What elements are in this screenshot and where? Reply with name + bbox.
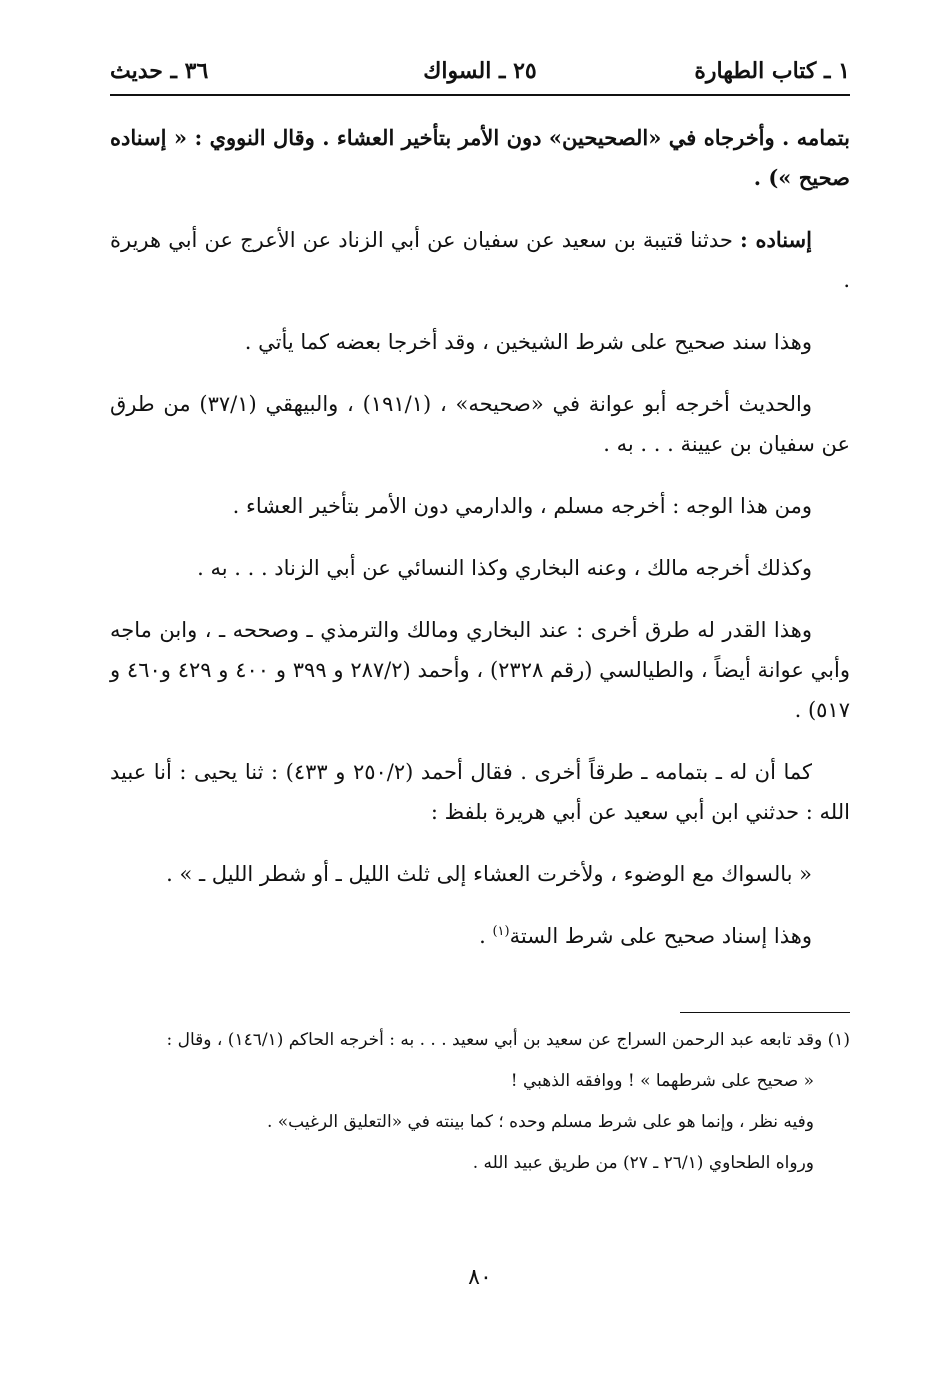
conclusion-text: وهذا إسناد صحيح على شرط الستة: [509, 924, 812, 948]
header-chapter-title: ٢٥ ـ السواك: [423, 58, 537, 84]
paragraph-other-routes: وهذا القدر له طرق أخرى : عند البخاري ومالك والترمذي ـ وصححه ـ ، وابن ماجه وأبي عوانة أيضاً ، والطيالسي (رقم ٢٣٢٨) ، وأحمد (٢٨٧/٢ و ٣٩٩ و ٤٠٠ و ٤٢٩ و٤٦٠ و ٥١٧) .: [110, 618, 850, 722]
paragraph-malik: وكذلك أخرجه مالك ، وعنه البخاري وكذا النسائي عن أبي الزناد . . . به .: [197, 556, 812, 580]
paragraph-takhrij: والحديث أخرجه أبو عوانة في «صحيحه» ، (١٩١/١) ، والبيهقي (٣٧/١) من طرق عن سفيان بن عيينة . . . به .: [110, 392, 850, 456]
footnote-divider: [680, 1012, 850, 1013]
footnote-critique: وفيه نظر ، وإنما هو على شرط مسلم وحده ؛ كما بينته في «التعليق الرغيب» .: [266, 1112, 814, 1132]
page-number: ٨٠: [468, 1265, 492, 1290]
running-header: [110, 58, 850, 92]
paragraph-continuation: بتمامه . وأخرجاه في «الصحيحين» دون الأمر بتأخير العشاء . وقال النووي : « إسناده صحيح ») .: [110, 125, 850, 190]
paragraph-isnad: [110, 220, 850, 300]
paragraph-muslim: ومن هذا الوجه : أخرجه مسلم ، والدارمي دون الأمر بتأخير العشاء .: [232, 494, 812, 518]
header-hadith-number: ٣٦ ـ حديث: [110, 58, 209, 84]
paragraph-ahmad: كما أن له ـ بتمامه ـ طرقاً أخرى . فقال أحمد (٢٥٠/٢ و ٤٣٣) : ثنا يحيى : أنا عبيد الله : حدثني ابن أبي سعيد عن أبي هريرة بلفظ :: [110, 760, 850, 824]
main-text: [110, 118, 850, 978]
footnote-reference[interactable]: (١): [492, 924, 510, 939]
header-divider: [110, 94, 850, 96]
footnotes: [110, 1025, 850, 1189]
header-book-title: ١ ـ كتاب الطهارة: [694, 58, 850, 84]
paragraph-conclusion: [110, 916, 850, 956]
isnad-label: إسناده :: [739, 227, 812, 252]
footnote-tahawi: ورواه الطحاوي (٢٦/١ ـ ٢٧) من طريق عبيد الله .: [472, 1153, 814, 1173]
book-page: [110, 50, 850, 1340]
paragraph-hadith-text: « بالسواك مع الوضوء ، ولأخرت العشاء إلى ثلث الليل ـ أو شطر الليل ـ » .: [166, 862, 812, 886]
footnote-1: (١) وقد تابعه عبد الرحمن السراج عن سعيد بن أبي سعيد . . . به : أخرجه الحاكم (١٤٦/١) ، وقال :: [166, 1030, 850, 1050]
paragraph-grading: وهذا سند صحيح على شرط الشيخين ، وقد أخرجا بعضه كما يأتي .: [244, 330, 812, 354]
conclusion-end: .: [479, 924, 493, 948]
isnad-text: حدثنا قتيبة بن سعيد عن سفيان عن أبي الزناد عن الأعرج عن أبي هريرة .: [110, 228, 850, 292]
footnote-quote: « صحيح على شرطهما » ! ووافقه الذهبي !: [510, 1071, 814, 1091]
